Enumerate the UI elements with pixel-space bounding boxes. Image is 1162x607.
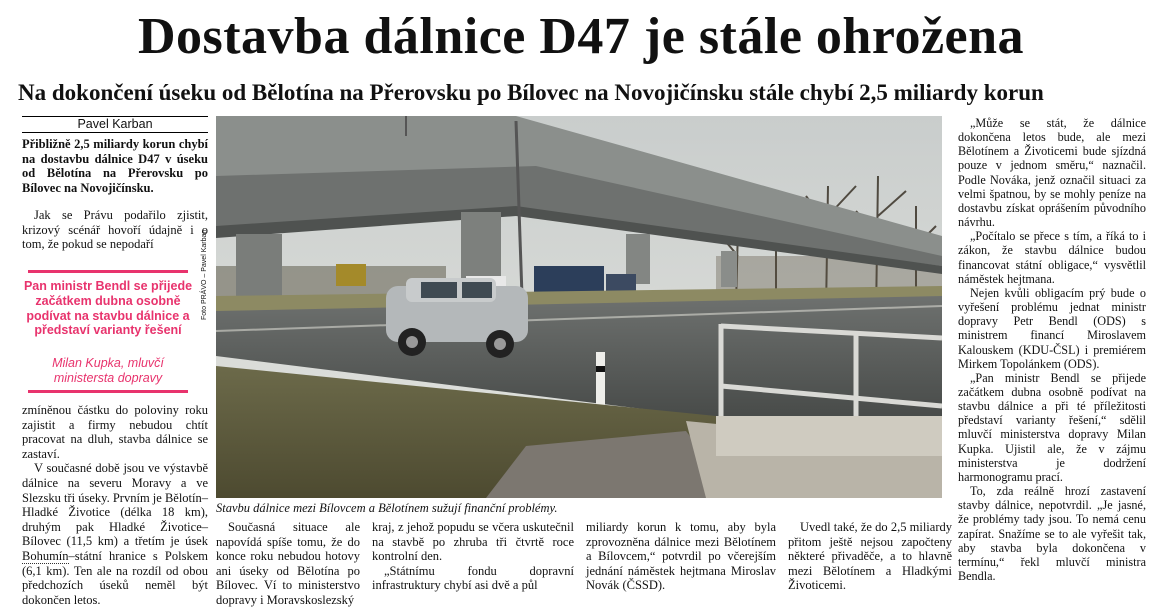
column-5 bbox=[788, 520, 952, 593]
pull-quote-rule-top bbox=[28, 270, 188, 273]
column-1-paragraph-2a: V současné době jsou ve výstavbě dálnice na severu Moravy a ve Slezsku tři úseky. Prvním je Bělotín–Hladké Životice (délka 18 km), druhým pak Hladké Životice–Bílovec (11,5 km) a třetím je úsek bbox=[22, 461, 208, 549]
pull-quote-source: Milan Kupka, mluvčí ministersta dopravy bbox=[52, 356, 164, 385]
lead-paragraph: Přibližně 2,5 miliardy korun chybí na dostavbu dálnice D47 v úseku od Bělotína na Přerovsku po Bílovec na Novojičínsku. bbox=[22, 137, 208, 195]
column-5-paragraph: Uvedl také, že do 2,5 miliardy přitom ještě nejsou započteny některé přivaděče, a to hlavně mezi Bělotínem a Hladkými Životicemi. bbox=[788, 520, 952, 593]
photo-caption: Stavbu dálnice mezi Bílovcem a Bělotínem sužují finanční problémy. bbox=[216, 501, 558, 515]
right-paragraph-5: To, zda reálně hrozí zastavení stavby dálnice, nepotvrdil. „Je jasné, že problémy tady jsou. To nemá cenu zapírat. Snažíme se to ale vyřešit tak, aby stavba byla dokončena v termínu,“ řekl mluvčí ministra Bendla. bbox=[958, 484, 1146, 583]
column-1-paragraph-2 bbox=[22, 461, 208, 607]
highlighted-word: Bohumín bbox=[22, 548, 69, 563]
right-paragraph-1: „Může se stát, že dálnice dokončena letos bude, ale mezi Bělotínem a Životicemi bude sjízdná pouze v jednom směru,“ naznačil. Podle Nováka, jenž označil situaci za velmi špatnou, by se mohly peníze na dostavbu získat oprášením původního návrhu. bbox=[958, 116, 1146, 230]
pull-quote: Pan ministr Bendl se přijede začátkem dubna osobně podívat na stavbu dálnice a představí varianty řešení bbox=[23, 279, 193, 338]
column-2-paragraph: Současná situace ale napovídá spíše tomu, že do konce roku nebudou hotovy ani úseky od Bělotína po Bílovec. Ví to ministerstvo dopravy i Moravskoslezský bbox=[216, 520, 360, 607]
author-byline: Pavel Karban bbox=[22, 116, 208, 133]
lead-continuation-text: Jak se Právu podařilo zjistit, krizový scénář hovoří údajně i o tom, že pokud se nepodaří bbox=[22, 208, 208, 252]
column-1-paragraph-1: zmíněnou částku do poloviny roku zajistit a firmy nebudou chtít pracovat na dluh, stavba dálnice se zastaví. bbox=[22, 403, 208, 461]
column-3-paragraph-1: kraj, z jehož popudu se včera uskutečnil na stavbě po zhruba tři čtvrtě roce kontrolní den. bbox=[372, 520, 574, 564]
pull-quote-rule-bottom bbox=[28, 390, 188, 393]
photo-credit: Foto PRÁVO – Pavel Karban bbox=[201, 229, 208, 320]
column-3 bbox=[372, 520, 574, 593]
lead-continuation bbox=[22, 208, 208, 252]
right-paragraph-4: „Pan ministr Bendl se přijede začátkem dubna osobně podívat na stavbu dálnice a při té příležitosti představí varianty řešení,“ sdělil mluvčí ministerstva dopravy Milan Kupka. Ujistil ale, že v zájmu ministerstva je dodržení harmonogramu prací. bbox=[958, 370, 1146, 484]
headline: Dostavba dálnice D47 je stále ohrožena bbox=[137, 8, 1025, 65]
column-4-paragraph: miliardy korun k tomu, aby byla zprovozněna dálnice mezi Bělotínem a Bílovcem,“ potvrdil po včerejším jednání náměstek hejtmana Miroslav Novák (ČSSD). bbox=[586, 520, 776, 593]
column-4 bbox=[586, 520, 776, 593]
column-1-paragraph-2b: –státní hranice s Polskem (6,1 km). Ten ale na rozdíl od obou předchozích úseků neměl být dokončen letos. bbox=[22, 548, 208, 607]
right-paragraph-2: „Počítalo se přece s tím, a říká to i zákon, že stavbu dálnice budou financovat státní obligace,“ vysvětlil náměstek hejtmana. bbox=[958, 229, 1146, 286]
column-2 bbox=[216, 520, 360, 607]
right-column bbox=[958, 116, 1146, 583]
highway-bridge-photo bbox=[216, 116, 942, 498]
subheadline: Na dokončení úseku od Bělotína na Přerovsku po Bílovec na Novojičínsku stále chybí 2,5 miliardy korun bbox=[18, 80, 1044, 105]
column-1 bbox=[22, 403, 208, 607]
column-3-paragraph-2: „Státnímu fondu dopravní infrastruktury chybí asi dvě a půl bbox=[372, 563, 574, 593]
right-paragraph-3: Nejen kvůli obligacím prý bude o vyřešení problému jednat ministr dopravy Petr Bendl (ODS) s ministrem financí Miroslavem Kalouskem (KDU-ČSL) i premiérem Mirkem Topolánkem (ODS). bbox=[958, 285, 1146, 371]
article-photo bbox=[216, 116, 942, 498]
